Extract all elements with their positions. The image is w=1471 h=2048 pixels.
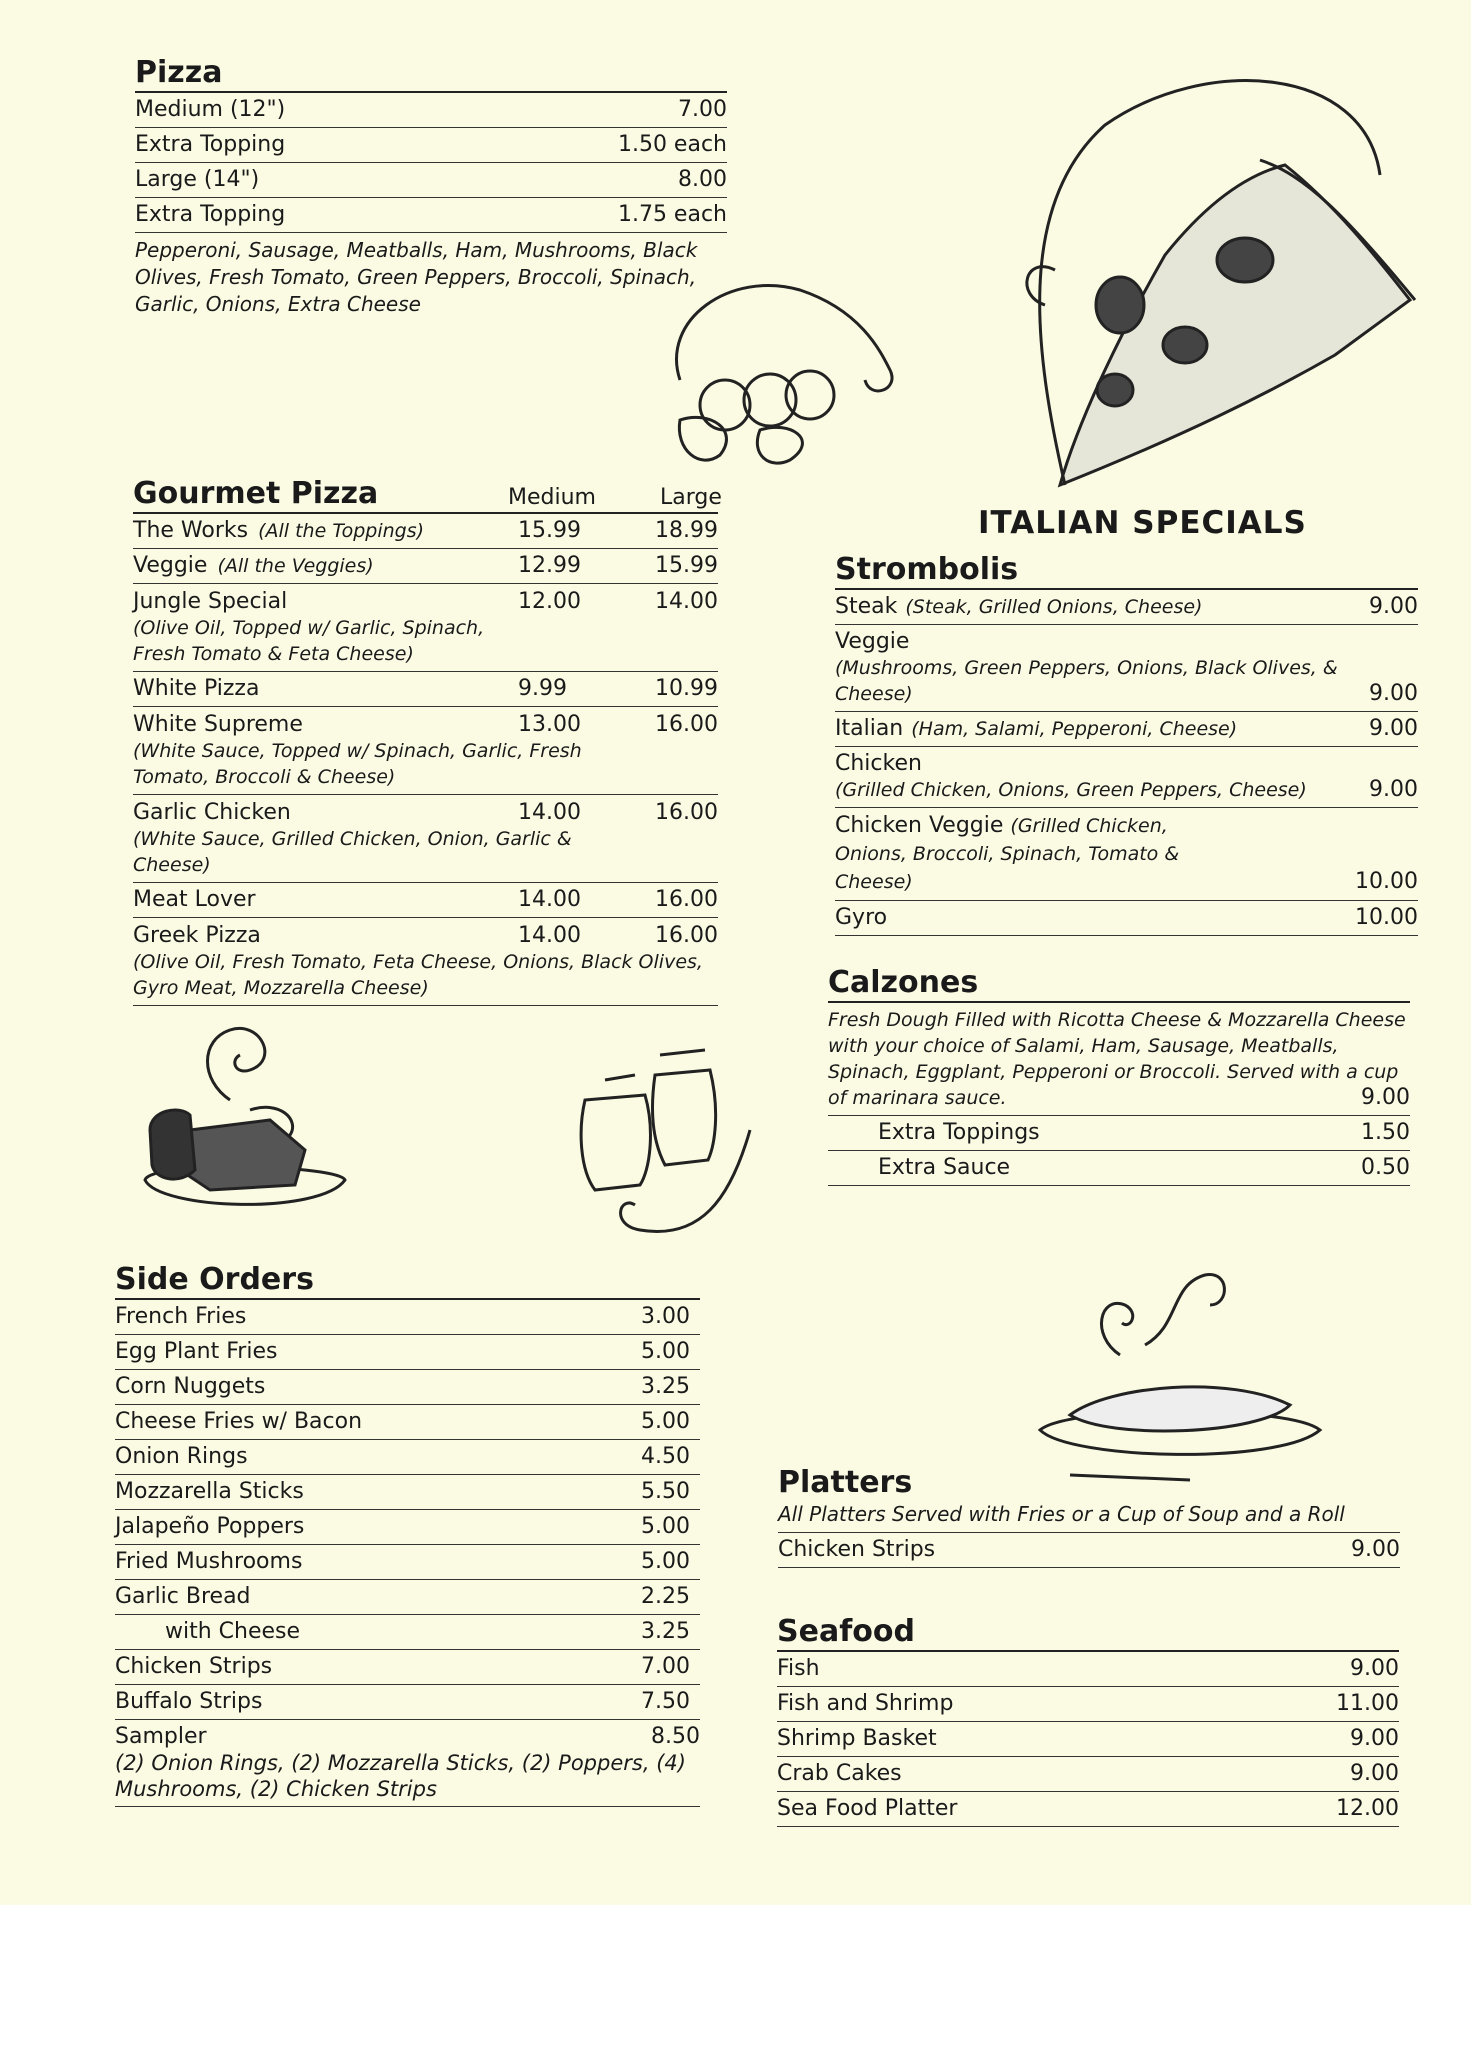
item-name: Greek Pizza (133, 923, 261, 948)
price-medium: 14.00 (518, 923, 581, 948)
pepperoni (1097, 374, 1133, 406)
item-name: Steak (835, 594, 898, 619)
side-row (115, 1335, 700, 1370)
item-price: 3.00 (641, 1304, 690, 1329)
platters-note: All Platters Served with Fries or a Cup of Soup and a Roll (778, 1501, 1400, 1533)
gourmet-row (133, 584, 718, 672)
sampler-desc: (2) Onion Rings, (2) Mozzarella Sticks, (2) Poppers, (4) Mushrooms, (2) Chicken Strips (115, 1751, 686, 1801)
platters-title: Platters (778, 1465, 913, 1500)
garlic-clove (786, 371, 834, 419)
salt-shaker (581, 1095, 650, 1190)
item-price: 5.00 (641, 1409, 690, 1434)
item-price: 1.50 each (617, 132, 727, 157)
side-row (115, 1650, 700, 1685)
garlic-swirl (677, 286, 892, 391)
item-name: with Cheese (165, 1619, 301, 1644)
item-price: 5.00 (641, 1339, 690, 1364)
item-desc: (Olive Oil, Topped w/ Garlic, Spinach, Fresh Tomato & Feta Cheese) (133, 617, 485, 665)
gourmet-row (133, 883, 718, 918)
gourmet-row (133, 918, 718, 1006)
menu-row (778, 1533, 1400, 1568)
lasagna (180, 1120, 305, 1190)
side-row (115, 1370, 700, 1405)
item-price: 9.00 (1369, 716, 1418, 741)
gourmet-row-top (133, 514, 718, 548)
item-price: 7.00 (641, 1654, 690, 1679)
item-name: Chicken Strips (115, 1654, 273, 1679)
side-row (115, 1475, 700, 1510)
gourmet-pizza-section (133, 476, 722, 1006)
side-orders-section (115, 1262, 700, 1807)
gourmet-row-top (133, 588, 718, 615)
side-row (115, 1685, 700, 1720)
stromboli-row (835, 590, 1418, 625)
steam-swirl (1145, 1275, 1224, 1345)
garlic-illustration (660, 280, 910, 480)
menu-row (135, 198, 727, 233)
price-medium: 12.00 (518, 589, 581, 614)
gourmet-row (133, 672, 718, 707)
item-desc: (White Sauce, Grilled Chicken, Onion, Garlic & Cheese) (133, 828, 572, 876)
item-price: 9.00 (1369, 681, 1418, 706)
price-large: 15.99 (655, 553, 718, 578)
calzone-price: 9.00 (1361, 1085, 1410, 1110)
pizza-title: Pizza (135, 55, 727, 93)
menu-row (828, 1116, 1410, 1151)
lasagna-illustration (140, 1020, 350, 1210)
item-name: French Fries (115, 1304, 247, 1329)
item-name: Cheese Fries w/ Bacon (115, 1409, 363, 1434)
item-name: Jungle Special (133, 589, 288, 614)
pizza-toppings: Pepperoni, Sausage, Meatballs, Ham, Mushrooms, Black Olives, Fresh Tomato, Green Peppers, Broccoli, Spinach, Garlic, Onions, Extra Cheese (135, 238, 698, 316)
item-name: Extra Sauce (878, 1155, 1011, 1180)
item-name: Chicken Strips (778, 1537, 936, 1562)
gourmet-row-top (133, 799, 718, 826)
garlic-clove (700, 380, 750, 430)
price-large: 16.00 (655, 887, 718, 912)
calzone-illustration (1030, 1235, 1330, 1495)
price-large: 10.99 (655, 676, 718, 701)
item-name: Crab Cakes (777, 1761, 902, 1786)
gourmet-row-top (133, 711, 718, 738)
item-price: 3.25 (641, 1619, 690, 1644)
gourmet-row-top (133, 883, 718, 917)
item-price: 9.00 (1350, 1726, 1399, 1751)
col-medium: Medium (508, 485, 596, 510)
price-medium: 14.00 (518, 887, 581, 912)
price-large: 16.00 (655, 712, 718, 737)
italian-specials-heading: ITALIAN SPECIALS (978, 505, 1307, 541)
price-medium: 12.99 (518, 553, 581, 578)
salt-pepper-illustration (560, 1020, 760, 1250)
price-large: 18.99 (655, 518, 718, 543)
strombolis-section (835, 552, 1418, 936)
item-price: 5.00 (641, 1514, 690, 1539)
item-name: Extra Topping (135, 132, 286, 157)
seafood-row (777, 1757, 1399, 1792)
item-name: Buffalo Strips (115, 1689, 263, 1714)
item-name: Fish (777, 1656, 820, 1681)
item-price: 10.00 (1355, 869, 1418, 894)
item-name: Garlic Chicken (133, 800, 291, 825)
seafood-row (777, 1652, 1399, 1687)
calzone-row (828, 1003, 1410, 1116)
item-name: Shrimp Basket (777, 1726, 937, 1751)
pitcher (150, 1110, 195, 1179)
gourmet-row (133, 549, 718, 584)
item-name: The Works (133, 518, 249, 543)
item-price: 5.50 (641, 1479, 690, 1504)
gourmet-row (133, 707, 718, 795)
item-desc: (Ham, Salami, Pepperoni, Cheese) (911, 718, 1238, 740)
item-name: Veggie (133, 553, 208, 578)
item-desc: (Grilled Chicken, Onions, Green Peppers, Cheese) (835, 779, 1307, 801)
item-name: Extra Toppings (878, 1120, 1040, 1145)
sampler-row (115, 1720, 700, 1807)
seafood-row (777, 1687, 1399, 1722)
gourmet-row (133, 514, 718, 549)
item-price: 10.00 (1355, 905, 1418, 930)
stromboli-rows (835, 590, 1418, 936)
steam-swirl (1101, 1303, 1132, 1355)
calzones-section (828, 965, 1410, 1186)
seafood-rows (777, 1652, 1399, 1827)
seafood-section (777, 1614, 1399, 1827)
item-price: 9.00 (1369, 777, 1418, 802)
side-orders-title: Side Orders (115, 1262, 700, 1300)
menu-row (828, 1151, 1410, 1186)
item-text (835, 812, 1245, 896)
menu-row (135, 163, 727, 198)
stromboli-row (835, 901, 1418, 936)
plate-line (1070, 1475, 1190, 1480)
item-name: Veggie (835, 629, 910, 654)
item-price: 9.00 (1350, 1656, 1399, 1681)
item-price: 1.50 (1361, 1120, 1410, 1145)
item-name: Mozzarella Sticks (115, 1479, 304, 1504)
stromboli-row (835, 712, 1418, 747)
item-desc: (Mushrooms, Green Peppers, Onions, Black Olives, & Cheese) (835, 657, 1338, 705)
item-price: 0.50 (1361, 1155, 1410, 1180)
calzones-title: Calzones (828, 965, 1410, 1003)
side-row (115, 1545, 700, 1580)
item-price: 5.00 (641, 1549, 690, 1574)
stromboli-row (835, 808, 1418, 901)
menu-row (135, 93, 727, 128)
item-price: 7.50 (641, 1689, 690, 1714)
item-name: Jalapeño Poppers (115, 1514, 305, 1539)
item-price: 9.00 (1369, 594, 1418, 619)
pizza-slice-illustration (1005, 55, 1435, 495)
item-name: Meat Lover (133, 887, 256, 912)
item-name: Italian (835, 716, 904, 741)
col-large: Large (660, 485, 722, 510)
item-price: 12.00 (1336, 1796, 1399, 1821)
stromboli-row (835, 625, 1418, 712)
item-price: 8.00 (678, 167, 727, 192)
gourmet-title: Gourmet Pizza (133, 476, 379, 511)
price-medium: 15.99 (518, 518, 581, 543)
swirl (621, 1130, 750, 1232)
gourmet-header (133, 476, 722, 514)
item-name: Extra Topping (135, 202, 286, 227)
seafood-row (777, 1722, 1399, 1757)
item-name: Medium (12") (135, 97, 286, 122)
price-large: 16.00 (655, 800, 718, 825)
item-name: Chicken (835, 751, 922, 776)
price-medium: 13.00 (518, 712, 581, 737)
item-name: Large (14") (135, 167, 260, 192)
steam-swirl (208, 1028, 265, 1100)
item-name: Sea Food Platter (777, 1796, 958, 1821)
pepperoni (1163, 327, 1207, 363)
gourmet-row-top (133, 922, 718, 949)
calzone (1070, 1387, 1290, 1431)
price-medium: 9.99 (518, 676, 567, 701)
side-row (115, 1405, 700, 1440)
side-row (115, 1580, 700, 1615)
pepperoni (1096, 277, 1144, 333)
item-name: Garlic Bread (115, 1584, 251, 1609)
gourmet-row-top (133, 549, 718, 583)
item-desc: (Grilled Chicken, Onions, Broccoli, Spinach, Tomato & Cheese) (835, 815, 1180, 893)
pizza-section (135, 55, 727, 318)
price-medium: 14.00 (518, 800, 581, 825)
gourmet-row (133, 795, 718, 883)
calzone-desc: Fresh Dough Filled with Ricotta Cheese & Mozzarella Cheese with your choice of Salami, Ham, Sausage, Meatballs, Spinach, Eggplant, Pepperoni or Broccoli. Served with a cup of marinara sauce. (828, 1009, 1406, 1109)
garlic-clove (679, 417, 726, 460)
strombolis-title: Strombolis (835, 552, 1418, 590)
item-desc: (Olive Oil, Fresh Tomato, Feta Cheese, Onions, Black Olives, Gyro Meat, Mozzarella Cheese) (133, 951, 703, 999)
item-price: 1.75 each (617, 202, 727, 227)
gourmet-rows (133, 514, 718, 1006)
side-row (115, 1300, 700, 1335)
side-row (115, 1440, 700, 1475)
menu-row (135, 128, 727, 163)
item-price: 9.00 (1351, 1537, 1400, 1562)
item-price: 4.50 (641, 1444, 690, 1469)
item-desc: (All the Veggies) (217, 555, 374, 577)
item-name: Fried Mushrooms (115, 1549, 303, 1574)
side-row (115, 1510, 700, 1545)
side-rows (115, 1300, 700, 1720)
seafood-row (777, 1792, 1399, 1827)
item-name: Chicken Veggie (835, 813, 1004, 838)
item-name: White Pizza (133, 676, 260, 701)
item-price: 8.50 (651, 1724, 700, 1749)
item-name: Sampler (115, 1724, 207, 1749)
item-name: Gyro (835, 905, 888, 930)
gourmet-row-top (133, 672, 718, 706)
pepperoni (1217, 238, 1273, 282)
side-row (115, 1615, 700, 1650)
stromboli-row (835, 747, 1418, 808)
price-large: 14.00 (655, 589, 718, 614)
item-price: 7.00 (678, 97, 727, 122)
garlic-clove (757, 427, 802, 463)
item-name: Fish and Shrimp (777, 1691, 954, 1716)
item-price: 11.00 (1336, 1691, 1399, 1716)
item-desc: (All the Toppings) (258, 520, 425, 542)
seafood-title: Seafood (777, 1614, 1399, 1652)
item-price: 9.00 (1350, 1761, 1399, 1786)
item-name: Onion Rings (115, 1444, 248, 1469)
pepper-shaker (652, 1070, 715, 1165)
item-desc: (Steak, Grilled Onions, Cheese) (905, 596, 1203, 618)
item-desc: (White Sauce, Topped w/ Spinach, Garlic, Fresh Tomato, Broccoli & Cheese) (133, 740, 582, 788)
price-large: 16.00 (655, 923, 718, 948)
item-name: Corn Nuggets (115, 1374, 266, 1399)
item-name: White Supreme (133, 712, 303, 737)
item-name: Egg Plant Fries (115, 1339, 278, 1364)
item-price: 2.25 (641, 1584, 690, 1609)
item-price: 3.25 (641, 1374, 690, 1399)
